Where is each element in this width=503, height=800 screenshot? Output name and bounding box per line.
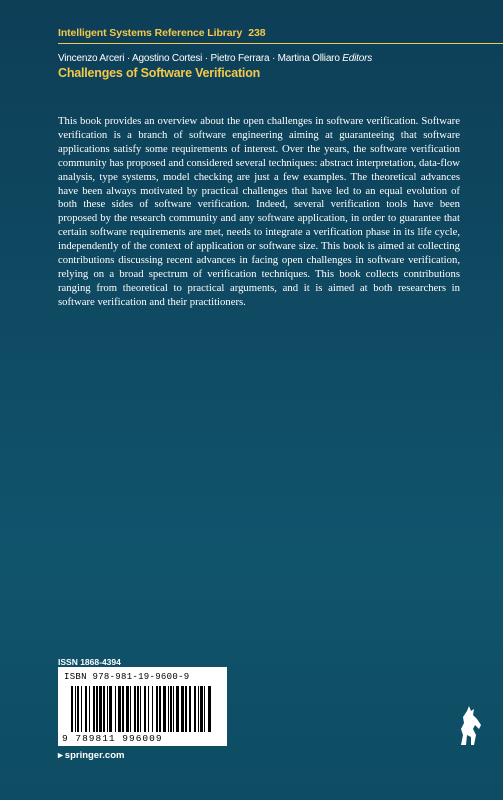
ean-digits: 9 789811 996009 — [62, 733, 163, 744]
springer-horse-logo-icon — [455, 705, 485, 747]
book-title: Challenges of Software Verification — [58, 66, 261, 80]
series-header — [58, 27, 265, 39]
series-name: Intelligent Systems Reference Library — [58, 27, 243, 39]
arrow-icon: ▸ — [58, 750, 63, 761]
editors-role: Editors — [342, 53, 373, 64]
isbn-text: ISBN 978-981-19-9600-9 — [64, 672, 190, 682]
springer-url-text: springer.com — [64, 750, 125, 761]
barcode-bars — [71, 686, 214, 732]
isbn-barcode — [58, 667, 227, 746]
editors-names: Vincenzo Arceri · Agostino Cortesi · Pietro Ferrara · Martina Olliaro — [58, 53, 340, 64]
springer-link[interactable] — [58, 750, 124, 761]
editors-line — [58, 53, 372, 64]
book-description: This book provides an overview about the open challenges in software verification. Software verification is a branch of software engineering aiming at guaranteeing that software applications satisfy some requirements of interest. Over the years, the software verification community has proposed and considered several techniques: abstract interpretation, data-flow analysis, type systems, model checking are just a few examples. The theoretical advances have been always motivated by practical challenges that have led to an equal evolution of both these sides of software verification. Indeed, several verification tools have been proposed by the research community and any software application, in order to guarantee that certain software requirements are met, needs to integrate a verification phase in its life cycle, independently of the context of application or software size. This book is aimed at collecting contributions discussing recent advances in facing open challenges in software verification, relying on a broad spectrum of verification techniques. This book collects contributions ranging from theoretical to practical arguments, and it is aimed at both researchers in software verification and their practitioners. — [58, 115, 460, 308]
issn-label: ISSN 1868-4394 — [58, 657, 121, 667]
header-rule — [58, 43, 503, 44]
series-number: 238 — [248, 27, 266, 39]
